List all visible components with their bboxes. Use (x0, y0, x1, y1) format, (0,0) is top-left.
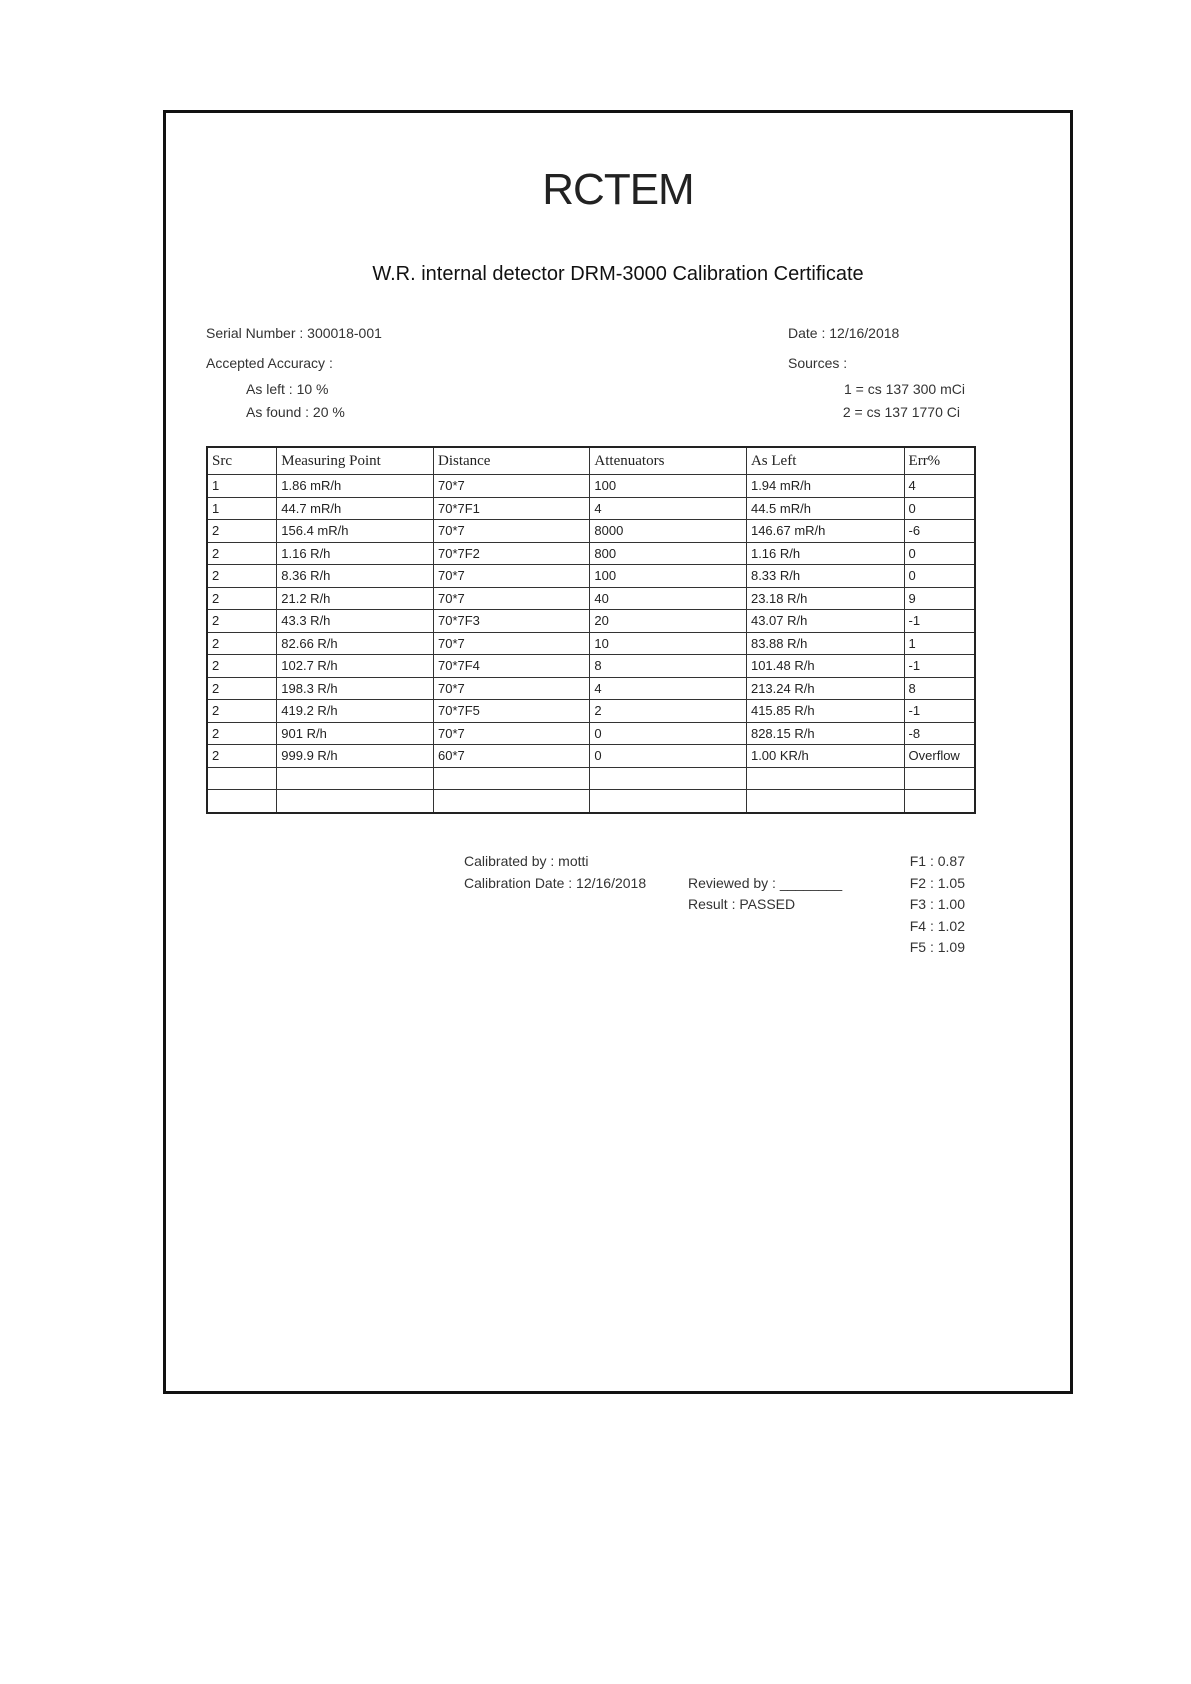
cell-measuring-point: 901 R/h (277, 722, 434, 745)
cell-src: 2 (207, 610, 277, 633)
cell-as-left: 213.24 R/h (746, 677, 904, 700)
date-label: Date : (788, 325, 826, 341)
cell-measuring-point: 1.16 R/h (277, 542, 434, 565)
cell-err-percent: -8 (904, 722, 975, 745)
cell-as-left: 1.16 R/h (746, 542, 904, 565)
cell-err-percent: -6 (904, 520, 975, 543)
cell-as-left: 83.88 R/h (746, 632, 904, 655)
header-err-percent: Err% (904, 447, 975, 475)
cell-src: 2 (207, 745, 277, 768)
accepted-accuracy-label: Accepted Accuracy : (206, 355, 333, 371)
cell-err-percent: -1 (904, 610, 975, 633)
table-row (207, 767, 975, 790)
cell-attenuators: 2 (590, 700, 747, 723)
table-row (207, 700, 975, 723)
cell-src: 2 (207, 587, 277, 610)
cell-src: 2 (207, 722, 277, 745)
company-logo: RCTEM (542, 165, 694, 214)
cell-measuring-point: 999.9 R/h (277, 745, 434, 768)
sources-label: Sources : (788, 355, 848, 371)
cell-attenuators: 100 (590, 565, 747, 588)
factor-f3: F3 : 1.00 (909, 896, 965, 912)
cell-as-left: 23.18 R/h (746, 587, 904, 610)
table-row (207, 745, 975, 768)
calibrated-by: Calibrated by : motti (464, 853, 589, 869)
source-2: 2 = cs 137 1770 Ci (842, 404, 960, 420)
cell-err-percent: -1 (904, 655, 975, 678)
cell-measuring-point (277, 767, 434, 790)
cell-attenuators: 0 (590, 722, 747, 745)
cell-attenuators: 10 (590, 632, 747, 655)
cell-measuring-point: 198.3 R/h (277, 677, 434, 700)
result: Result : PASSED (688, 896, 796, 912)
accuracy-as-left: As left : 10 % (246, 381, 329, 397)
table-row (207, 542, 975, 565)
certificate-page (163, 110, 1073, 1394)
cell-err-percent: 1 (904, 632, 975, 655)
cell-as-left: 1.00 KR/h (746, 745, 904, 768)
cell-attenuators: 0 (590, 745, 747, 768)
table-row (207, 610, 975, 633)
cell-measuring-point: 21.2 R/h (277, 587, 434, 610)
cell-measuring-point: 44.7 mR/h (277, 497, 434, 520)
cell-err-percent: 0 (904, 542, 975, 565)
table-row (207, 497, 975, 520)
cell-as-left: 43.07 R/h (746, 610, 904, 633)
cell-src: 1 (207, 497, 277, 520)
cell-attenuators: 100 (590, 475, 747, 498)
date-value: 12/16/2018 (829, 325, 900, 341)
cell-as-left: 8.33 R/h (746, 565, 904, 588)
cell-distance: 60*7 (433, 745, 589, 768)
cell-measuring-point: 82.66 R/h (277, 632, 434, 655)
cell-distance: 70*7 (433, 722, 589, 745)
header-as-left: As Left (746, 447, 904, 475)
table-row (207, 632, 975, 655)
cell-distance: 70*7F4 (433, 655, 589, 678)
cell-err-percent: 4 (904, 475, 975, 498)
cell-distance: 70*7F5 (433, 700, 589, 723)
cell-err-percent (904, 767, 975, 790)
factor-f2: F2 : 1.05 (909, 875, 965, 891)
cell-distance: 70*7 (433, 677, 589, 700)
cell-src: 2 (207, 700, 277, 723)
cell-as-left: 1.94 mR/h (746, 475, 904, 498)
calibration-date: Calibration Date : 12/16/2018 (464, 875, 647, 891)
cell-distance: 70*7F1 (433, 497, 589, 520)
cell-src: 1 (207, 475, 277, 498)
table-row (207, 565, 975, 588)
reviewed-by: Reviewed by : ________ (688, 875, 843, 891)
cell-distance: 70*7 (433, 587, 589, 610)
source-1: 1 = cs 137 300 mCi (843, 381, 965, 397)
header-distance: Distance (433, 447, 589, 475)
cell-distance (433, 767, 589, 790)
cell-src: 2 (207, 520, 277, 543)
certificate-title: W.R. internal detector DRM-3000 Calibration Certificate (372, 263, 864, 285)
calibration-table (206, 446, 976, 814)
cell-measuring-point: 156.4 mR/h (277, 520, 434, 543)
cell-src: 2 (207, 677, 277, 700)
header-measuring-point: Measuring Point (277, 447, 434, 475)
factor-f4: F4 : 1.02 (909, 918, 965, 934)
cell-distance: 70*7F2 (433, 542, 589, 565)
cell-attenuators: 4 (590, 677, 747, 700)
cell-distance: 70*7 (433, 520, 589, 543)
accuracy-as-found: As found : 20 % (246, 404, 345, 420)
table-row (207, 790, 975, 813)
cell-err-percent: 0 (904, 497, 975, 520)
table-row (207, 722, 975, 745)
cell-distance: 70*7F3 (433, 610, 589, 633)
cell-attenuators: 40 (590, 587, 747, 610)
cell-measuring-point: 43.3 R/h (277, 610, 434, 633)
cell-measuring-point: 102.7 R/h (277, 655, 434, 678)
cell-src: 2 (207, 565, 277, 588)
cell-as-left: 828.15 R/h (746, 722, 904, 745)
table-body (207, 475, 975, 813)
cell-measuring-point (277, 790, 434, 813)
cell-measuring-point: 419.2 R/h (277, 700, 434, 723)
cell-src: 2 (207, 655, 277, 678)
cell-measuring-point: 1.86 mR/h (277, 475, 434, 498)
cell-src: 2 (207, 632, 277, 655)
header-attenuators: Attenuators (590, 447, 747, 475)
cell-distance (433, 790, 589, 813)
serial-number-value: 300018-001 (307, 325, 382, 341)
cell-err-percent: 0 (904, 565, 975, 588)
cell-as-left (746, 767, 904, 790)
factor-f1: F1 : 0.87 (909, 853, 965, 869)
date (788, 325, 899, 341)
cell-err-percent (904, 790, 975, 813)
cell-attenuators: 8000 (590, 520, 747, 543)
cell-as-left: 101.48 R/h (746, 655, 904, 678)
cell-as-left (746, 790, 904, 813)
serial-number (206, 325, 382, 341)
table-row (207, 475, 975, 498)
cell-attenuators: 20 (590, 610, 747, 633)
cell-distance: 70*7 (433, 565, 589, 588)
cell-src (207, 767, 277, 790)
cell-measuring-point: 8.36 R/h (277, 565, 434, 588)
factor-f5: F5 : 1.09 (909, 939, 965, 955)
table-row (207, 655, 975, 678)
cell-err-percent: 8 (904, 677, 975, 700)
cell-attenuators: 8 (590, 655, 747, 678)
cell-err-percent: -1 (904, 700, 975, 723)
cell-src (207, 790, 277, 813)
table-header-row (207, 447, 975, 475)
cell-distance: 70*7 (433, 632, 589, 655)
table-row (207, 587, 975, 610)
cell-err-percent: 9 (904, 587, 975, 610)
cell-distance: 70*7 (433, 475, 589, 498)
serial-number-label: Serial Number : (206, 325, 304, 341)
cell-as-left: 146.67 mR/h (746, 520, 904, 543)
cell-src: 2 (207, 542, 277, 565)
cell-attenuators (590, 790, 747, 813)
cell-attenuators: 4 (590, 497, 747, 520)
cell-as-left: 44.5 mR/h (746, 497, 904, 520)
table-row (207, 677, 975, 700)
header-src: Src (207, 447, 277, 475)
table-row (207, 520, 975, 543)
cell-attenuators (590, 767, 747, 790)
cell-attenuators: 800 (590, 542, 747, 565)
cell-err-percent: Overflow (904, 745, 975, 768)
cell-as-left: 415.85 R/h (746, 700, 904, 723)
